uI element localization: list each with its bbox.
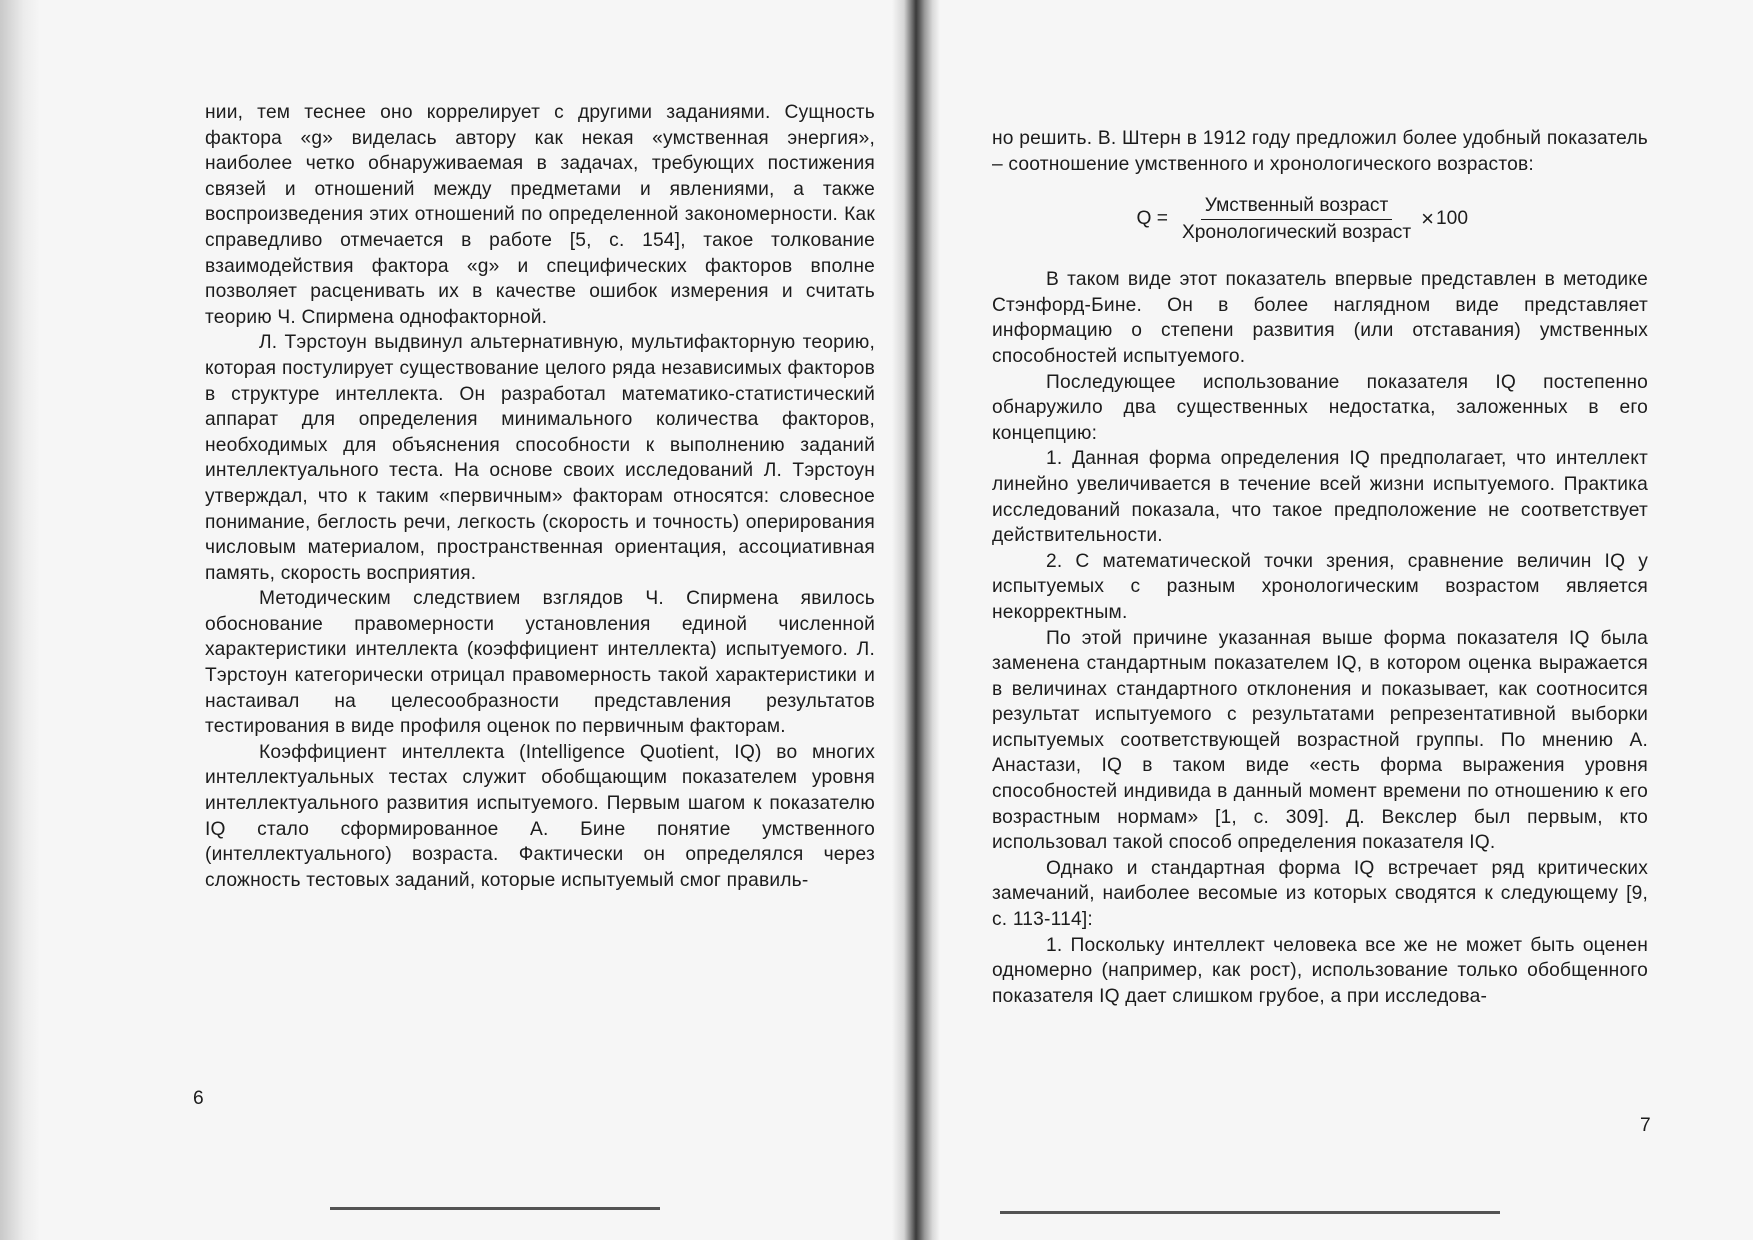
paragraph: Л. Тэрстоун выдвинул альтернативную, мультифакторную теорию, которая постулирует существование целого ряда независимых факторов в структуре интеллекта. Он разработал математико-статистический аппарат для определения минимального количества факторов, необходимых для объяснения способности к выполнению заданий интеллектуального теста. На основе своих исследований Л. Тэрстоун утверждал, что к таким «первичным» факторам относятся: словесное понимание, беглость речи, легкость (скорость и точность) оперирования числовым материалом, пространственная ориентация, ассоциативная память, скорость восприятия. [205,332,875,584]
page-number: 7 [1640,1115,1651,1136]
paragraph: но решить. В. Штерн в 1912 году предложил более удобный показатель – соотношение умственного и хронологического возрастов: [992,128,1648,175]
formula-numerator: Умственный возраст [1201,195,1393,220]
formula-lhs: Q = [1136,208,1168,230]
scan-artifact-line [1000,1211,1500,1214]
paragraph: Однако и стандартная форма IQ встречает ряд критических замечаний, наиболее весомые из которых сводятся к следующему [9, с. 113-114]: [992,857,1648,931]
right-page [992,126,1648,1009]
paragraph: Коэффициент интеллекта (Intelligence Quotient, IQ) во многих интеллектуальных тестах служит обобщающим показателем уровня интеллектуального развития испытуемого. Первым шагом к показателю IQ стало сформированное А. Бине понятие умственного (интеллектуального) возраста. Фактически он определялся через сложность тестовых заданий, которые испытуемый смог правиль- [205,741,875,891]
formula-denominator: Хронологический возраст [1181,221,1412,243]
iq-formula [992,185,1648,253]
paragraph: нии, тем теснее оно коррелирует с другими заданиями. Сущность фактора «g» виделась автору как некая «умственная энергия», наиболее четко обнаруживаемая в задачах, требующих постижения связей и отношений между предметами и явлениями, а также воспроизведения этих отношений по определенной закономерности. Как справедливо отмечается в работе [5, с. 154], такое толкование взаимодействия фактора «g» и специфических факторов вполне позволяет расценивать их в качестве ошибок измерения и считать теорию Ч. Спирмена однофакторной. [205,102,875,328]
paragraph: Последующее использование показателя IQ постепенно обнаружило два существенных недостатка, заложенных в его концепцию: [992,371,1648,444]
page-number: 6 [193,1088,204,1109]
formula-fraction [1178,195,1415,244]
paragraph: В таком виде этот показатель впервые представлен в методике Стэнфорд-Бине. Он в более наглядном виде представляет информацию о степени развития (или отставания) умственных способностей испытуемого. [992,269,1648,367]
list-item: 1. Данная форма определения IQ предполагает, что интеллект линейно увеличивается в течение всей жизни испытуемого. Практика исследований показала, что такое предположение не соответствует действительности. [992,448,1648,547]
formula-multiplier: 100 [1435,208,1468,230]
scan-artifact-line [330,1207,660,1210]
multiply-sign: × [1421,206,1434,232]
book-gutter-shadow [892,0,940,1240]
scan-edge-shadow [0,0,40,1240]
list-item: 2. С математической точки зрения, сравнение величин IQ у испытуемых с разным хронологическим возрастом является некорректным. [992,550,1648,623]
left-page [205,100,875,893]
paragraph: По этой причине указанная выше форма показателя IQ была заменена стандартным показателем IQ, в котором оценка выражается в величинах стандартного отклонения и показывает, как соотносится результат испытуемого с результатами репрезентативной выборки испытуемых соответствующей возрастной группы. По мнению А. Анастази, IQ в таком виде «есть форма выражения уровня способностей индивида в данный момент времени по отношению к его возрастным нормам» [1, с. 309]. Д. Векслер был первым, кто использовал такой способ определения показателя IQ. [992,627,1648,854]
paragraph: Методическим следствием взглядов Ч. Спирмена явилось обоснование правомерности установления единой численной характеристики интеллекта (коэффициент интеллекта) испытуемого. Л. Тэрстоун категорически отрицал правомерность такой характеристики и настаивал на целесообразности представления результатов тестирования в виде профиля оценок по первичным факторам. [205,588,875,738]
list-item: 1. Поскольку интеллект человека все же не может быть оценен одномерно (например, как рост), использование только обобщенного показателя IQ дает слишком грубое, а при исследова- [992,934,1648,1007]
